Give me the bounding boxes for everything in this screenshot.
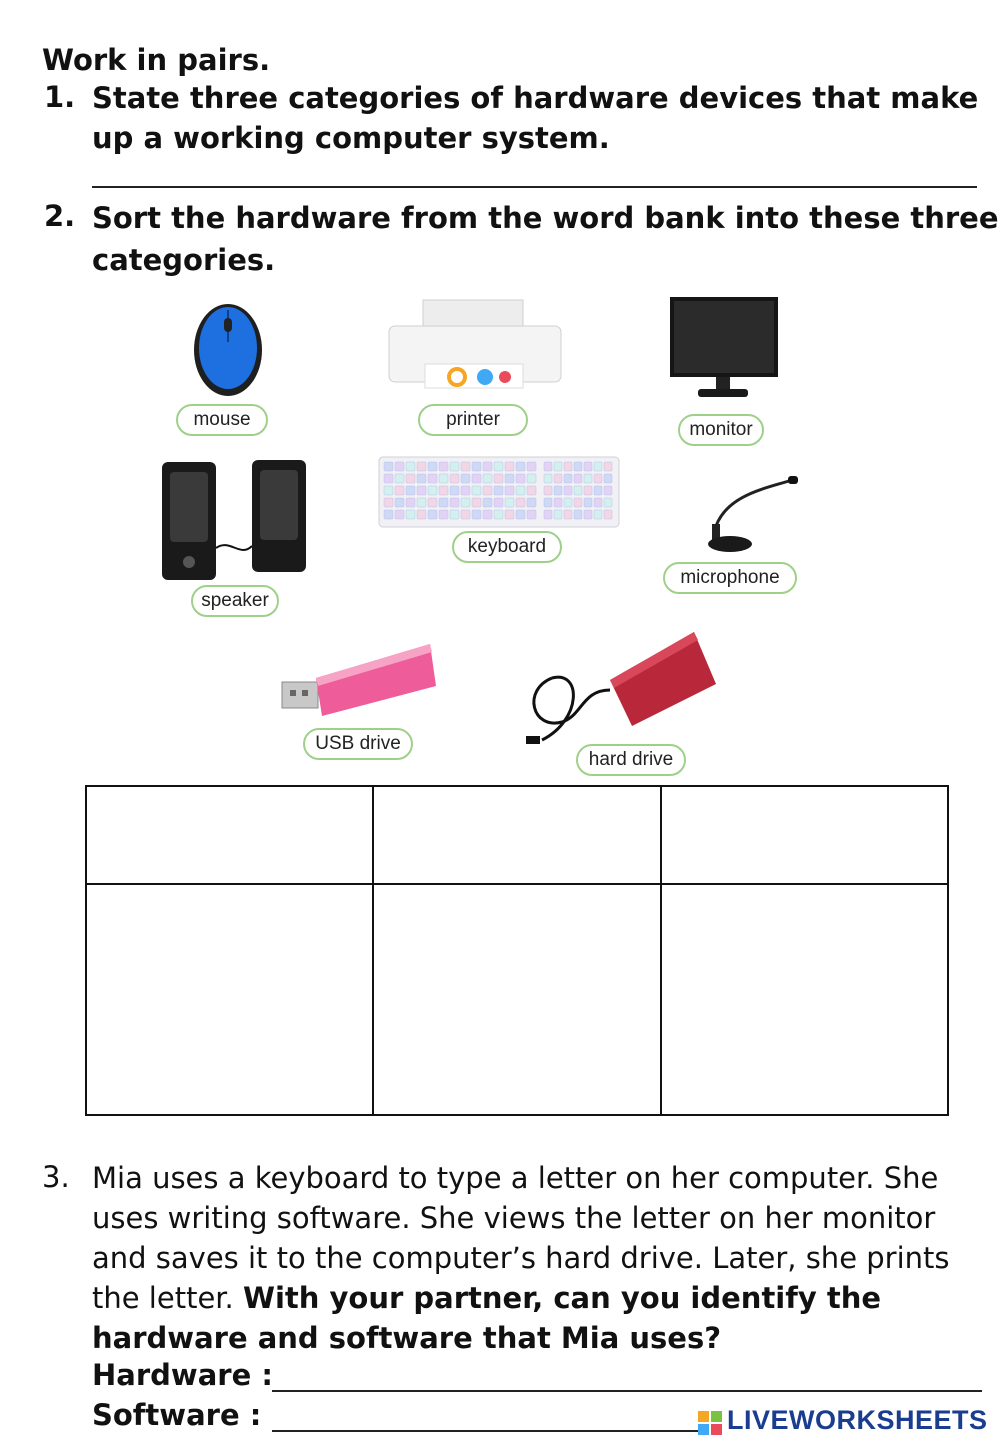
category-header-cell-2[interactable] [373,786,660,884]
speaker-image [160,458,310,584]
label-monitor: monitor [678,414,764,446]
q2-line-1: Sort the hardware from the word bank into these three [92,201,999,235]
category-header-cell-1[interactable] [86,786,373,884]
software-label: Software : [92,1398,262,1432]
q1-line-1: State three categories of hardware devices that make [92,81,979,115]
label-keyboard: keyboard [452,531,562,563]
category-header-cell-3[interactable] [661,786,948,884]
hardware-answer-line[interactable] [272,1390,982,1392]
liveworksheets-brand: LIVEWORKSHEETS [727,1405,988,1435]
keyboard-image [378,456,620,528]
q2-number: 2. [44,199,76,233]
label-hard-drive: hard drive [576,744,686,776]
monitor-image [668,295,780,403]
category-items-cell-2[interactable] [373,884,660,1115]
q3-line-1: Mia uses a keyboard to type a letter on her computer. She [92,1161,939,1195]
software-answer-line[interactable] [272,1430,702,1432]
liveworksheets-logo-icon [697,1410,723,1436]
microphone-image [688,474,800,558]
label-mouse: mouse [176,404,268,436]
q3-line-4-plain: the letter. [92,1281,243,1315]
q2-line-2: categories. [92,243,276,277]
label-usb-drive: USB drive [303,728,413,760]
hard-drive-image [522,630,718,748]
q1-number: 1. [44,80,76,114]
sorting-table [85,785,949,1116]
q3-line-5: hardware and software that Mia uses? [92,1321,722,1355]
instruction: Work in pairs. [42,43,271,77]
q1-line-2: up a working computer system. [92,121,610,155]
printer-image [385,298,565,390]
usb-drive-image [280,640,440,718]
label-printer: printer [418,404,528,436]
q3-line-4-bold: With your partner, can you identify the [243,1281,882,1315]
label-microphone: microphone [663,562,797,594]
q3-line-2: uses writing software. She views the letter on her monitor [92,1201,936,1235]
hardware-label: Hardware : [92,1358,273,1392]
q3-number: 3. [42,1160,70,1194]
mouse-image [188,300,268,400]
category-items-cell-1[interactable] [86,884,373,1115]
category-items-cell-3[interactable] [661,884,948,1115]
q3-line-3: and saves it to the computer’s hard drive. Later, she prints [92,1241,950,1275]
label-speaker: speaker [191,585,279,617]
q3-line-4 [92,1278,881,1318]
q1-answer-line[interactable] [92,186,977,188]
